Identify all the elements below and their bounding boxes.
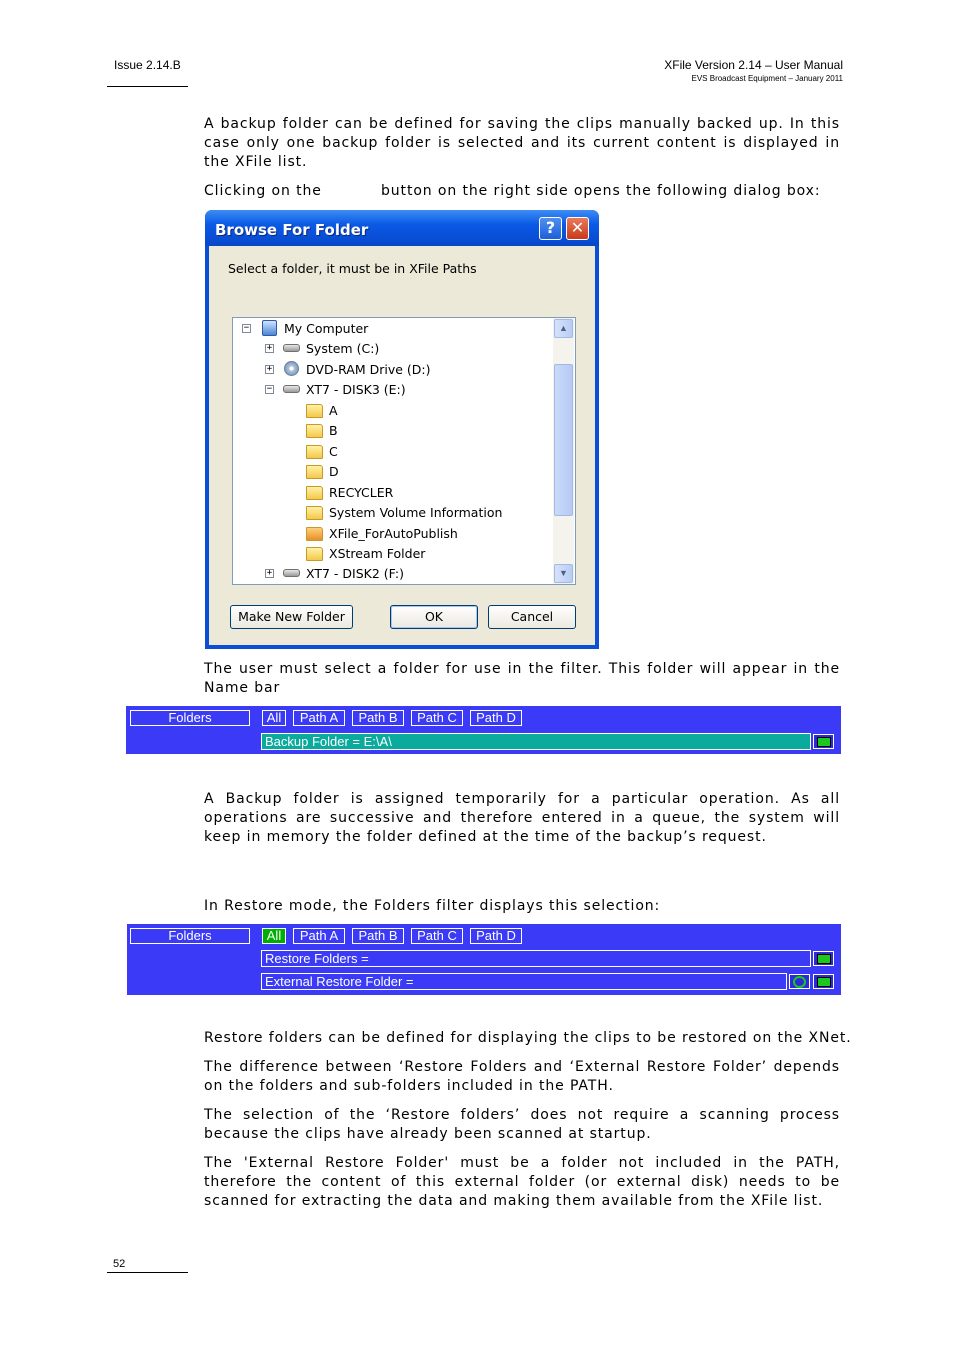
paragraph-backup-temporary: A Backup folder is assigned temporarily for a particular operation. As all operations are successive and therefore entered in a queue, the system will keep in memory the folder defined at the time of the backup’s request. <box>204 791 840 845</box>
folder-icon <box>306 506 323 520</box>
tree-item-disk2-f[interactable]: XT7 - DISK2 (F:) <box>306 566 404 581</box>
ok-button[interactable]: OK <box>390 605 478 629</box>
all-button[interactable]: All <box>262 928 286 944</box>
tree-item-system-c[interactable]: System (C:) <box>306 341 380 356</box>
paragraph-selection: The selection of the ‘Restore folders’ does not require a scanning process because the clips have already been scanned at startup. <box>204 1107 840 1142</box>
folders-button[interactable]: Folders <box>130 710 250 726</box>
paragraph-backup-intro: A backup folder can be defined for saving the clips manually backed up. In this case only one backup folder is selected and its current content is displayed in the XFile list. <box>204 116 840 170</box>
close-button[interactable]: ✕ <box>566 217 589 240</box>
tree-item-system-volume-information[interactable]: System Volume Information <box>329 505 503 520</box>
expand-icon[interactable]: + <box>266 364 273 374</box>
drive-icon <box>283 569 300 577</box>
folder-icon <box>306 424 323 438</box>
tree-item-xstream-folder[interactable]: XStream Folder <box>329 546 426 561</box>
tree-item-dvd-d[interactable]: DVD-RAM Drive (D:) <box>306 362 431 377</box>
tree-item-folder-a[interactable]: A <box>329 403 338 418</box>
browse-folder-icon[interactable] <box>813 734 834 749</box>
page-number: 52 <box>113 1258 126 1270</box>
tree-item-my-computer[interactable]: My Computer <box>284 321 369 336</box>
folders-button[interactable]: Folders <box>130 928 250 944</box>
backup-folders-filter-bar <box>126 706 841 754</box>
path-b-button[interactable]: Path B <box>352 710 404 726</box>
folder-icon <box>306 486 323 500</box>
path-c-button[interactable]: Path C <box>411 928 463 944</box>
tree-item-recycler[interactable]: RECYCLER <box>329 485 394 500</box>
expand-icon[interactable]: + <box>266 343 273 353</box>
tree-item-disk3-e[interactable]: XT7 - DISK3 (E:) <box>306 382 406 397</box>
tree-item-xfile-forautopublish[interactable]: XFile_ForAutoPublish <box>329 526 458 541</box>
paragraph-clicking-after: button on the right side opens the following dialog box: <box>381 183 821 199</box>
path-d-button[interactable]: Path D <box>470 928 522 944</box>
publisher-label: EVS Broadcast Equipment – January 2011 <box>691 74 843 83</box>
dialog-title: Browse For Folder <box>215 221 369 239</box>
dialog-titlebar[interactable] <box>205 210 599 246</box>
paragraph-clicking-before: Clicking on the <box>204 183 322 199</box>
scroll-up-icon[interactable]: ▲ <box>554 319 573 338</box>
restore-folders-filter-bar <box>127 924 841 995</box>
footer-rule <box>107 1272 188 1273</box>
collapse-icon[interactable]: − <box>266 384 273 394</box>
header-rule <box>107 86 188 87</box>
external-restore-folder-field[interactable]: External Restore Folder = <box>261 973 787 990</box>
folder-icon <box>306 404 323 418</box>
dvd-drive-icon <box>284 361 299 376</box>
paragraph-difference: The difference between ‘Restore Folders and ‘External Restore Folder’ depends on the folders and sub-folders included in the PATH. <box>204 1059 840 1094</box>
paragraph-user-select: The user must select a folder for use in the filter. This folder will appear in the Name bar <box>204 661 840 696</box>
dialog-body <box>209 246 595 645</box>
browse-folder-icon[interactable] <box>813 951 834 966</box>
browse-for-folder-dialog <box>205 210 599 649</box>
path-d-button[interactable]: Path D <box>470 710 522 726</box>
scroll-down-icon[interactable]: ▼ <box>554 564 573 583</box>
tree-item-folder-b[interactable]: B <box>329 423 338 438</box>
restore-folders-field[interactable]: Restore Folders = <box>261 950 811 967</box>
make-new-folder-button[interactable]: Make New Folder <box>230 605 353 629</box>
drive-icon <box>283 385 300 393</box>
tree-item-folder-d[interactable]: D <box>329 464 339 479</box>
path-b-button[interactable]: Path B <box>352 928 404 944</box>
sync-icon[interactable] <box>789 974 810 989</box>
tree-scrollbar[interactable] <box>553 318 574 584</box>
expand-icon[interactable]: + <box>266 568 273 578</box>
folder-icon <box>306 547 323 561</box>
all-button[interactable]: All <box>262 710 286 726</box>
path-a-button[interactable]: Path A <box>293 928 345 944</box>
folder-icon <box>306 465 323 479</box>
scroll-thumb[interactable] <box>554 364 573 516</box>
paragraph-restore-folders: Restore folders can be defined for displaying the clips to be restored on the XNet. <box>204 1030 852 1046</box>
collapse-icon[interactable]: − <box>243 323 250 333</box>
my-computer-icon <box>262 320 277 336</box>
path-c-button[interactable]: Path C <box>411 710 463 726</box>
path-a-button[interactable]: Path A <box>293 710 345 726</box>
backup-folder-field[interactable]: Backup Folder = E:\A\ <box>261 733 811 750</box>
open-folder-icon <box>306 527 323 541</box>
cancel-button[interactable]: Cancel <box>488 605 576 629</box>
folder-icon <box>306 445 323 459</box>
dialog-prompt: Select a folder, it must be in XFile Paths <box>228 261 477 276</box>
issue-label: Issue 2.14.B <box>114 58 181 72</box>
help-button[interactable]: ? <box>539 217 562 240</box>
folder-tree[interactable] <box>232 317 576 585</box>
paragraph-external-restore: The 'External Restore Folder' must be a folder not included in the PATH, therefore the content of this external folder (or external disk) needs to be scanned for extracting the data and making them available from the XFile list. <box>204 1155 840 1209</box>
tree-item-folder-c[interactable]: C <box>329 444 338 459</box>
drive-icon <box>283 344 300 352</box>
paragraph-restore-mode: In Restore mode, the Folders filter displays this selection: <box>204 898 661 914</box>
manual-title: XFile Version 2.14 – User Manual <box>664 58 843 72</box>
browse-folder-icon[interactable] <box>813 974 834 989</box>
